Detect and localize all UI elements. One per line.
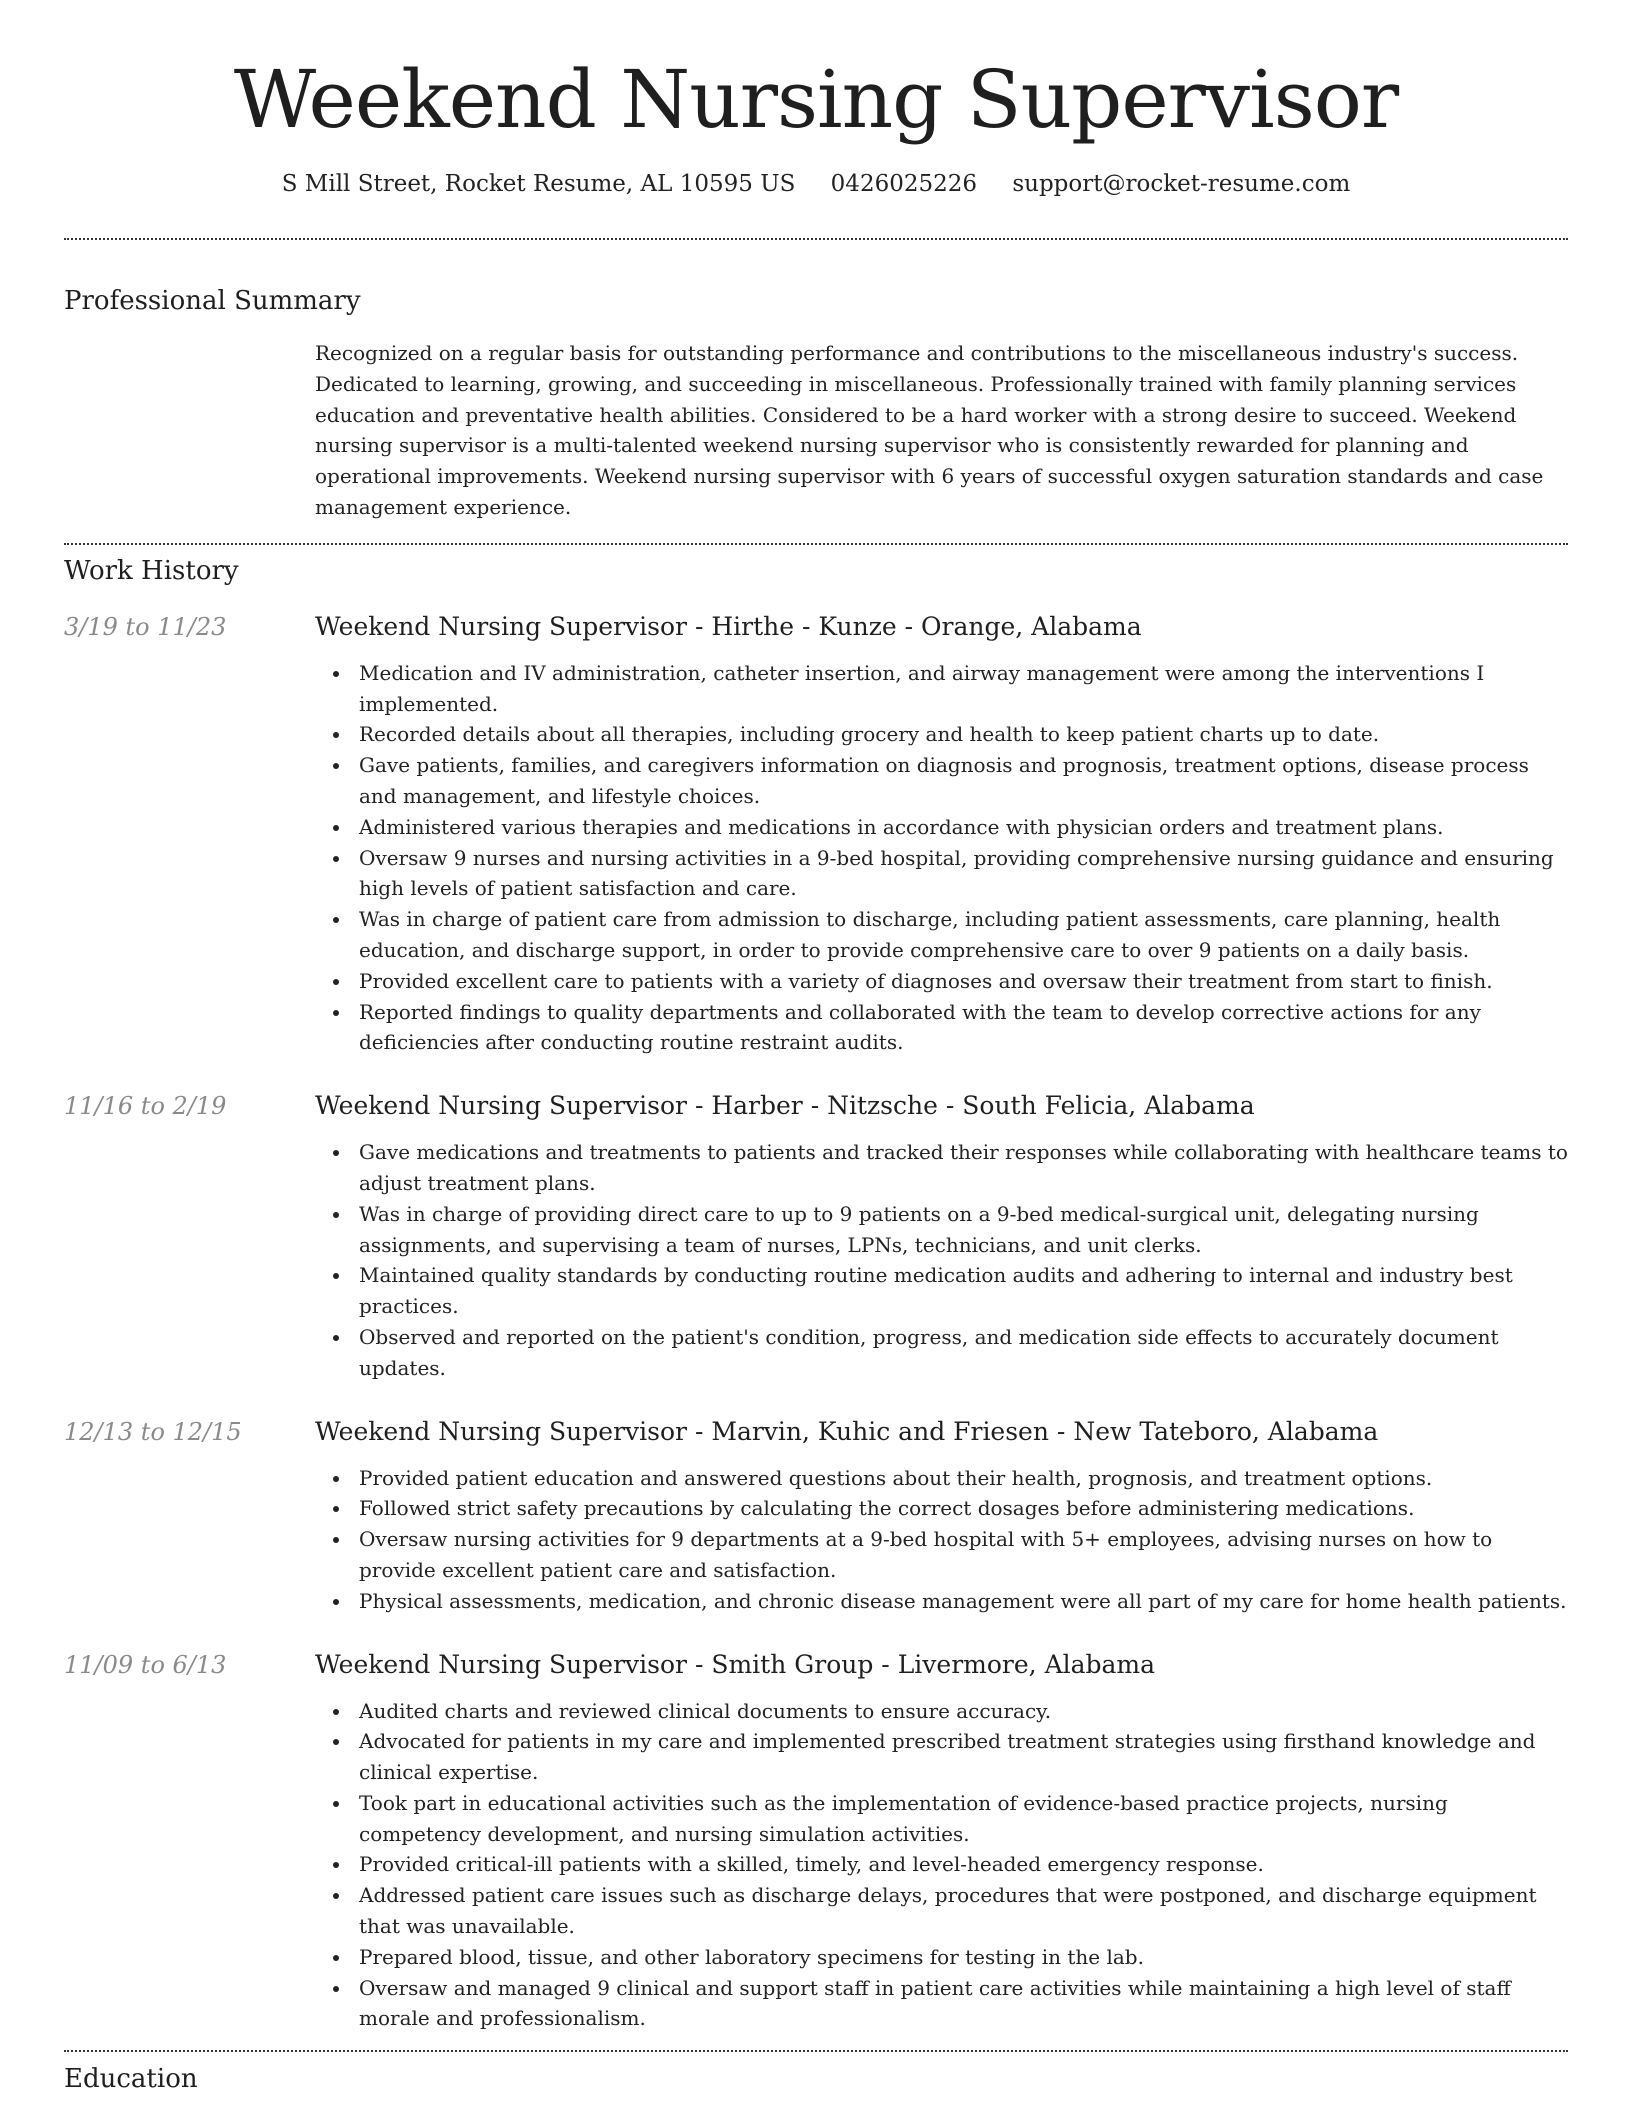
summary-text: Recognized on a regular basis for outstanding performance and contributions to the miscellaneous industry's success. Dedicated to learning, growing, and succeeding in miscellaneous. Professionally trained with family planning services education and preventative health abilities. Considered to be a hard worker with a strong desire to succeed. Weekend nursing supervisor is a multi-talented weekend nursing supervisor who is consistently rewarded for planning and operational improvements. Weekend nursing supervisor with 6 years of successful oxygen saturation standards and case management experience. — [315, 341, 1544, 519]
job-bullet: Took part in educational activities such as the implementation of evidence-based practice projects, nursing competency development, and nursing simulation activities. — [359, 1788, 1568, 1850]
job-dates: 11/09 to 6/13 — [64, 1650, 227, 1679]
job-dates: 11/16 to 2/19 — [64, 1092, 227, 1121]
contact-line — [64, 168, 1568, 200]
job-bullet: Oversaw nursing activities for 9 departments at a 9-bed hospital with 5+ employees, advising nurses on how to provide excellent patient care and satisfaction. — [359, 1524, 1568, 1586]
job-bullet-list — [315, 1696, 1568, 2035]
divider — [64, 2050, 1568, 2052]
job-entry — [64, 1089, 1568, 1383]
contact-address: S Mill Street, Rocket Resume, AL 10595 US — [281, 171, 796, 197]
divider — [64, 238, 1568, 240]
job-heading: Weekend Nursing Supervisor - Harber - Nitzsche - South Felicia, Alabama — [315, 1091, 1255, 1121]
job-location: Livermore, Alabama — [897, 1649, 1156, 1679]
job-bullet-list — [315, 1463, 1568, 1617]
job-bullet: Addressed patient care issues such as discharge delays, procedures that were postponed, and discharge equipment that was unavailable. — [359, 1880, 1568, 1942]
job-bullet: Reported findings to quality departments and collaborated with the team to develop corrective actions for any deficiencies after conducting routine restraint audits. — [359, 997, 1568, 1059]
job-bullet: Oversaw 9 nurses and nursing activities in a 9-bed hospital, providing comprehensive nursing guidance and ensuring high levels of patient satisfaction and care. — [359, 843, 1568, 905]
job-bullet: Recorded details about all therapies, including grocery and health to keep patient charts up to date. — [359, 719, 1568, 750]
contact-email: support@rocket-resume.com — [1012, 171, 1351, 197]
job-location: Orange, Alabama — [921, 611, 1142, 641]
job-bullet: Provided critical-ill patients with a skilled, timely, and level-headed emergency response. — [359, 1849, 1568, 1880]
job-bullet-list — [315, 658, 1568, 1058]
job-company: Smith Group — [711, 1649, 874, 1679]
job-bullet: Observed and reported on the patient's condition, progress, and medication side effects to accurately document updates. — [359, 1322, 1568, 1384]
job-entry — [64, 1415, 1568, 1617]
education-heading: Education — [64, 2064, 198, 2095]
job-bullet: Advocated for patients in my care and implemented prescribed treatment strategies using firsthand knowledge and clinical expertise. — [359, 1726, 1568, 1788]
job-role: Weekend Nursing Supervisor — [315, 1416, 687, 1446]
job-bullet: Was in charge of providing direct care to up to 9 patients on a 9-bed medical-surgical unit, delegating nursing assignments, and supervising a team of nurses, LPNs, technicians, and unit clerks. — [359, 1199, 1568, 1261]
job-heading: Weekend Nursing Supervisor - Marvin, Kuhic and Friesen - New Tateboro, Alabama — [315, 1416, 1379, 1446]
job-bullet: Audited charts and reviewed clinical documents to ensure accuracy. — [359, 1696, 1568, 1727]
job-company: Harber - Nitzsche — [711, 1091, 938, 1121]
job-bullet-list — [315, 1137, 1568, 1383]
job-role: Weekend Nursing Supervisor — [315, 1649, 687, 1679]
job-bullet: Physical assessments, medication, and chronic disease management were all part of my care for home health patients. — [359, 1586, 1568, 1617]
job-bullet: Prepared blood, tissue, and other laboratory specimens for testing in the lab. — [359, 1942, 1568, 1973]
summary-heading: Professional Summary — [64, 286, 361, 316]
job-bullet: Gave patients, families, and caregivers information on diagnosis and prognosis, treatment options, disease process and management, and lifestyle choices. — [359, 750, 1568, 812]
job-bullet: Administered various therapies and medications in accordance with physician orders and treatment plans. — [359, 812, 1568, 843]
job-bullet: Gave medications and treatments to patients and tracked their responses while collaborating with healthcare teams to adjust treatment plans. — [359, 1137, 1568, 1199]
job-entry — [64, 1648, 1568, 2035]
candidate-name: Weekend Nursing Supervisor — [233, 53, 1399, 146]
job-dates: 12/13 to 12/15 — [64, 1417, 242, 1446]
work-history-heading: Work History — [64, 555, 239, 586]
job-role: Weekend Nursing Supervisor — [315, 1091, 687, 1121]
job-dates: 3/19 to 11/23 — [64, 612, 227, 641]
job-bullet: Maintained quality standards by conducting routine medication audits and adhering to internal and industry best practices. — [359, 1260, 1568, 1322]
job-location: South Felicia, Alabama — [962, 1091, 1255, 1121]
job-bullet: Followed strict safety precautions by calculating the correct dosages before administering medications. — [359, 1493, 1568, 1524]
job-heading: Weekend Nursing Supervisor - Smith Group - Livermore, Alabama — [315, 1649, 1156, 1679]
resume-page — [64, 0, 1568, 2096]
job-bullet: Was in charge of patient care from admission to discharge, including patient assessments, care planning, health education, and discharge support, in order to provide comprehensive care to over 9 patients on a daily basis. — [359, 904, 1568, 966]
job-company: Hirthe - Kunze — [711, 611, 897, 641]
contact-phone: 0426025226 — [830, 171, 978, 197]
job-entry — [64, 610, 1568, 1058]
job-location: New Tateboro, Alabama — [1073, 1416, 1379, 1446]
job-heading: Weekend Nursing Supervisor - Hirthe - Kunze - Orange, Alabama — [315, 611, 1142, 641]
job-role: Weekend Nursing Supervisor — [315, 611, 687, 641]
job-bullet: Provided excellent care to patients with a variety of diagnoses and oversaw their treatment from start to finish. — [359, 966, 1568, 997]
divider — [64, 543, 1568, 545]
job-bullet: Oversaw and managed 9 clinical and support staff in patient care activities while maintaining a high level of staff morale and professionalism. — [359, 1973, 1568, 2035]
job-bullet: Provided patient education and answered questions about their health, prognosis, and treatment options. — [359, 1463, 1568, 1494]
job-company: Marvin, Kuhic and Friesen — [711, 1416, 1049, 1446]
job-bullet: Medication and IV administration, catheter insertion, and airway management were among the interventions I implemented. — [359, 658, 1568, 720]
